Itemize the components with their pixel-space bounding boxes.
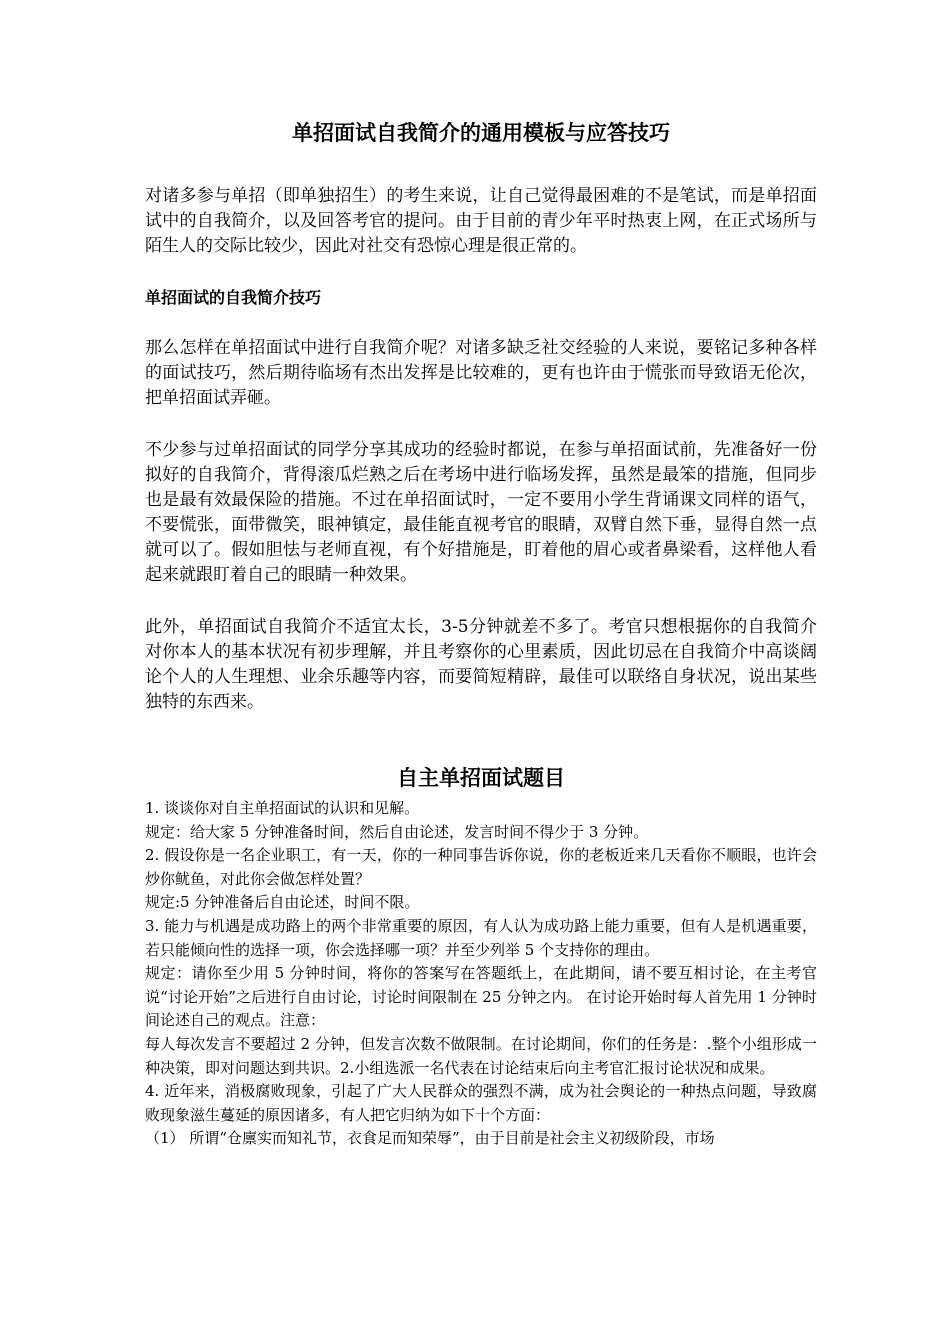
intro-paragraph: 对诸多参与单招（即单独招生）的考生来说，让自己觉得最困难的不是笔试，而是单招面试中的自我简介，以及回答考官的提问。由于目前的青少年平时热衷上网，在正式场所与陌生人的交际比较少，因此对社交有恐惊心理是很正常的。 [145,186,817,256]
section-title-interview-questions: 自主单招面试题目 [397,765,565,790]
body-paragraph: 那么怎样在单招面试中进行自我简介呢？对诸多缺乏社交经验的人来说，要铭记多种各样的面试技巧，然后期待临场有杰出发挥是比较难的，更有也许由于慌张而导致语无伦次，把单招面试弄砸。 [145,338,817,408]
body-paragraph: 此外，单招面试自我简介不适宜太长，3-5分钟就差不多了。考官只想根据你的自我简介对你本人的基本状况有初步理解，并且考察你的心里素质，因此切忌在自我简介中高谈阔论个人的人生理想、业余乐趣等内容，而要简短精辟，最佳可以联络自身状况，说出某些独特的东西来。 [145,617,817,712]
document-page [145,118,817,1151]
question-line: 规定:5 分钟准备后自由论述，时间不限。 [145,893,420,912]
question-list [145,797,817,1151]
section-heading-self-intro-tips: 单招面试的自我简介技巧 [145,288,322,307]
question-line: 每人每次发言不要超过 2 分钟，但发言次数不做限制。在讨论期间，你们的任务是：.整个小组形成一种决策，即对问题达到共识。2.小组选派一名代表在讨论结束后向主考官汇报讨论状况和成果。 [145,1034,817,1077]
document-title: 单招面试自我简介的通用模板与应答技巧 [292,121,670,145]
question-line: 规定：给大家 5 分钟准备时间，然后自由论述，发言时间不得少于 3 分钟。 [145,822,649,841]
question-line: 规定：请你至少用 5 分钟时间，将你的答案写在答题纸上，在此期间，请不要互相讨论，在主考官说“讨论开始”之后进行自由讨论，讨论时间限制在 25 分钟之内。 在讨论开始时每人首先用 1 分钟时间论述自己的观点。注意： [145,964,817,1030]
question-line: （1） 所谓“仓廪实而知礼节，衣食足而知荣辱”，由于目前是社会主义初级阶段，市场 [145,1129,715,1148]
question-line: 4. 近年来，消极腐败现象，引起了广大人民群众的强烈不满，成为社会舆论的一种热点问题，导致腐败现象滋生蔓延的原因诸多，有人把它归纳为如下十个方面： [145,1082,817,1124]
question-line: 2. 假设你是一名企业职工，有一天，你的一种同事告诉你说，你的老板近来几天看你不顺眼，也许会炒你鱿鱼，对此你会做怎样处置？ [145,846,817,888]
question-line: 1. 谈谈你对自主单招面试的认识和见解。 [145,799,420,817]
question-line: 3. 能力与机遇是成功路上的两个非常重要的原因，有人认为成功路上能力重要，但有人是机遇重要，若只能倾向性的选择一项，你会选择哪一项？并至少列举 5 个支持你的理由。 [145,916,817,959]
body-paragraph: 不少参与过单招面试的同学分享其成功的经验时都说，在参与单招面试前，先准备好一份拟好的自我简介，背得滚瓜烂熟之后在考场中进行临场发挥，虽然是最笨的措施，但同步也是最有效最保险的措施。不过在单招面试时，一定不要用小学生背诵课文同样的语气，不要慌张，面带微笑，眼神镇定，最佳能直视考官的眼睛，双臂自然下垂，显得自然一点就可以了。假如胆怯与老师直视，有个好措施是，盯着他的眉心或者鼻梁看，这样他人看起来就跟盯着自己的眼睛一种效果。 [145,440,817,585]
